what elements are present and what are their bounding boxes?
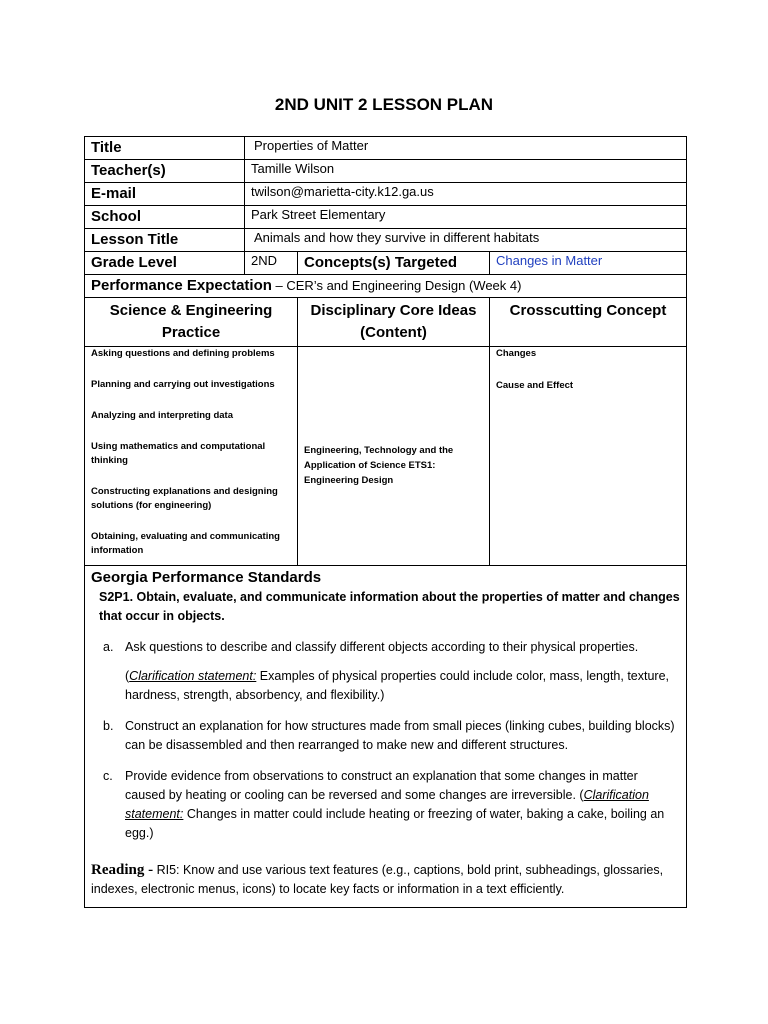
practice-item: Constructing explanations and designing solutions (for engineering): [91, 486, 278, 511]
item-text: Construct an explanation for how structures made from small pieces (linking cubes, building blocks) can be disassembled and then rearranged to make new and different structures.: [125, 719, 675, 752]
item-marker: c.: [103, 769, 113, 783]
item-text-wrap: [125, 767, 680, 843]
core-ideas-header: Disciplinary Core Ideas (Content): [298, 298, 490, 347]
row-content: [85, 347, 687, 566]
item-marker: b.: [103, 719, 114, 733]
lesson-title-label: Lesson Title: [85, 229, 245, 252]
standards-cell: [85, 566, 687, 908]
row-lesson-title: [85, 229, 687, 252]
grade-value: 2ND: [245, 252, 298, 275]
reading-label: Reading -: [91, 862, 154, 878]
standard-item-c: [103, 767, 680, 843]
title-label: Title: [85, 137, 245, 160]
concepts-label: Concepts(s) Targeted: [298, 252, 490, 275]
reading-standard: [91, 861, 680, 899]
standards-heading: Georgia Performance Standards: [91, 569, 322, 586]
email-value: twilson@marietta-city.k12.ga.us: [245, 183, 687, 206]
row-performance: [85, 275, 687, 298]
concepts-value: Changes in Matter: [490, 252, 687, 275]
practice-item: Planning and carrying out investigations: [91, 379, 275, 390]
clarification-a: [125, 667, 680, 705]
core-idea: Engineering, Technology and the Application of Science ETS1: Engineering Design: [298, 347, 490, 566]
performance-expectation: [85, 275, 687, 298]
teacher-label: Teacher(s): [85, 160, 245, 183]
practice-item: Using mathematics and computational thinking: [91, 441, 266, 466]
crosscutting-item: Cause and Effect: [496, 380, 574, 391]
row-title: [85, 137, 687, 160]
row-column-headers: [85, 298, 687, 347]
performance-value: – CER’s and Engineering Design (Week 4): [271, 278, 522, 293]
practice-header: Science & Engineering Practice: [85, 298, 298, 347]
practice-item: Asking questions and defining problems: [91, 348, 275, 359]
standard-item-b: [103, 717, 680, 755]
school-label: School: [85, 206, 245, 229]
crosscutting-header: Crosscutting Concept: [490, 298, 687, 347]
lesson-title-value: Animals and how they survive in different habitats: [245, 229, 687, 252]
teacher-value: Tamille Wilson: [245, 160, 687, 183]
crosscutting-item: Changes: [496, 348, 537, 359]
clarification-label: Clarification statement:: [129, 669, 257, 683]
email-label: E-mail: [85, 183, 245, 206]
school-value: Park Street Elementary: [245, 206, 687, 229]
page-title: 2ND UNIT 2 LESSON PLAN: [274, 95, 494, 114]
row-school: [85, 206, 687, 229]
standards-intro: S2P1. Obtain, evaluate, and communicate information about the properties of matter and changes that occur in objects.: [99, 590, 680, 623]
practice-item: Obtaining, evaluating and communicating information: [91, 531, 280, 556]
lesson-plan-table: [84, 136, 687, 908]
item-text: Ask questions to describe and classify different objects according to their physical properties.: [125, 640, 639, 654]
standard-item-a: [103, 638, 680, 657]
clar-open: (: [125, 669, 130, 683]
row-email: [85, 183, 687, 206]
row-teacher: [85, 160, 687, 183]
title-value: Properties of Matter: [245, 137, 687, 160]
row-standards: [85, 566, 687, 908]
practice-item: Analyzing and interpreting data: [91, 410, 233, 421]
item-marker: a.: [103, 640, 114, 654]
row-grade: [85, 252, 687, 275]
performance-label: Performance Expectation: [91, 277, 272, 294]
item-text: Provide evidence from observations to construct an explanation that some changes in matter caused by heating or cooling can be reversed and some changes are irreversible. (: [125, 769, 638, 802]
practice-list: [85, 347, 298, 566]
clarification-label: Clarification statement:: [125, 788, 649, 821]
clarification-text: Examples of physical properties could include color, mass, length, texture, hardness, strength, absorbency, and flexibility.): [125, 669, 670, 702]
crosscutting-list: [490, 347, 687, 566]
grade-label: Grade Level: [85, 252, 245, 275]
clarification-text: Changes in matter could include heating or freezing of water, baking a cake, boiling an egg.): [125, 807, 665, 840]
reading-text: RI5: Know and use various text features (e.g., captions, bold print, subheadings, glossaries, indexes, electronic menus, icons) to locate key facts or information in a text efficiently.: [91, 863, 664, 896]
